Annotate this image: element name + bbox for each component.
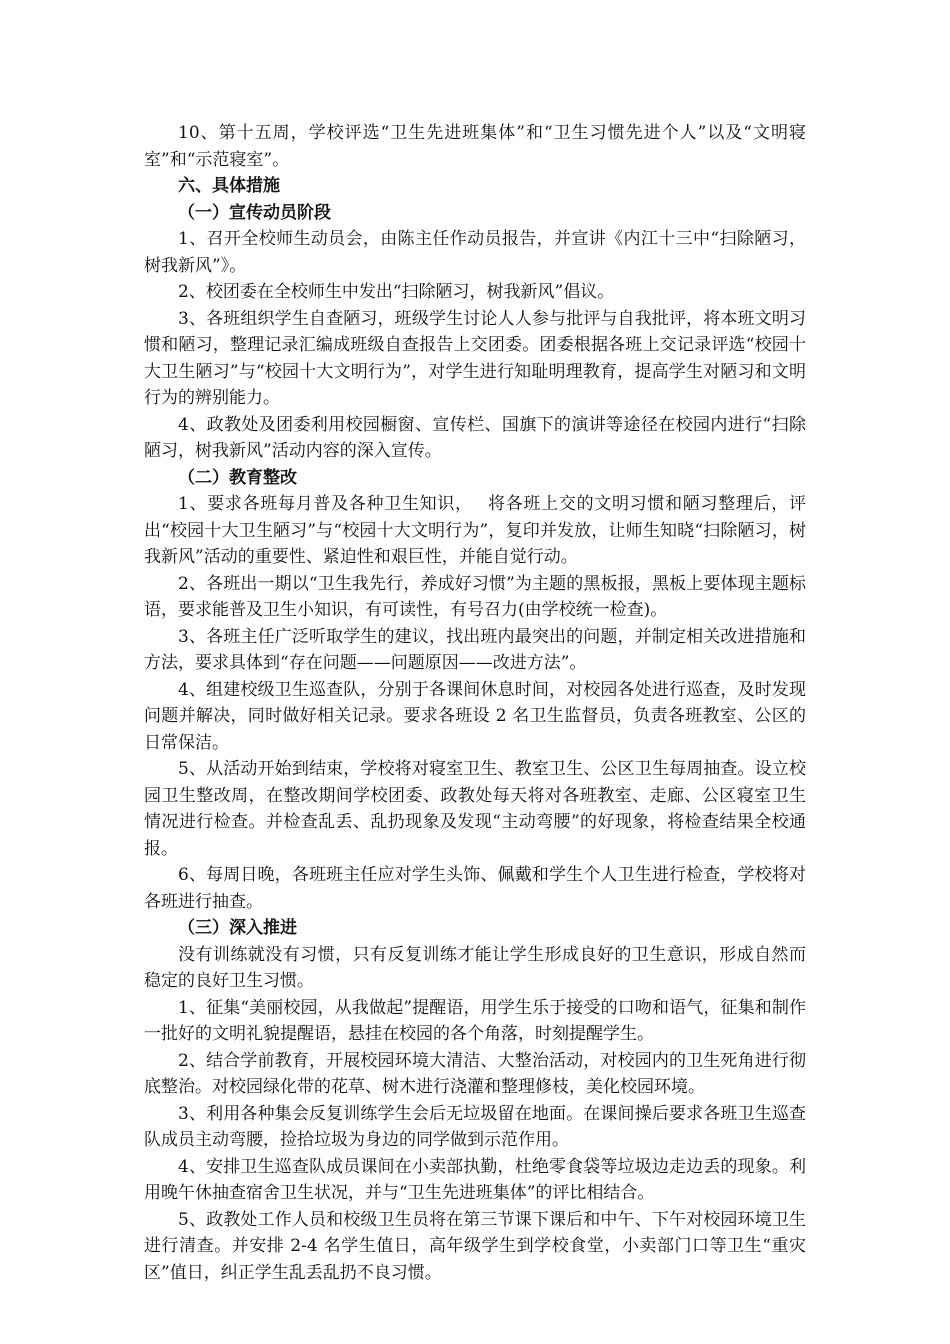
education-item-3: 3、各班主任广泛听取学生的建议，找出班内最突出的问题，并制定相关改进措施和方法，要求具体到“存在问题——问题原因——改进方法”。 (144, 626, 806, 673)
publicity-item-1: 1、召开全校师生动员会，由陈主任作动员报告，并宣讲《内江十三中“扫除陋习，树我新风”》。 (144, 229, 806, 276)
subheading-deepening: （三）深入推进 (178, 918, 297, 938)
subheading-publicity: （一）宣传动员阶段 (178, 202, 331, 223)
education-item-5: 5、从活动开始到结束，学校将对寝室卫生、教室卫生、公区卫生每周抽查。设立校园卫生整改周，在整改期间学校团委、政教处每天将对各班教室、走廊、公区寝室卫生情况进行检查。并检查乱丢、乱扔现象及发现“主动弯腰”的好现象，将检查结果全校通报。 (144, 759, 806, 859)
education-item-1: 1、要求各班每月普及各种卫生知识， 将各班上交的文明习惯和陋习整理后，评出“校园十大卫生陋习”与“校园十大文明行为”，复印并发放，让师生知晓“扫除陋习，树我新风”活动的重要性、紧迫性和艰巨性，并能自觉行动。 (144, 494, 806, 567)
education-item-2: 2、各班出一期以“卫生我先行，养成好习惯”为主题的黑板报，黑板上要体现主题标语，要求能普及卫生小知识，有可读性，有号召力(由学校统一检查)。 (144, 573, 806, 620)
publicity-item-4: 4、政教处及团委利用校园橱窗、宣传栏、国旗下的演讲等途径在校园内进行“扫除陋习，树我新风”活动内容的深入宣传。 (144, 414, 806, 461)
subheading-education: （二）教育整改 (178, 467, 297, 488)
publicity-item-2: 2、校团委在全校师生中发出“扫除陋习，树我新风”倡议。 (178, 282, 615, 302)
publicity-item-3: 3、各班组织学生自查陋习，班级学生讨论人人参与批评与自我批评，将本班文明习惯和陋习，整理记录汇编成班级自查报告上交团委。团委根据各班上交记录评选“校园十大卫生陋习”与“校园十大文明行为”，对学生进行知耻明理教育，提高学生对陋习和文明行为的辨别能力。 (144, 308, 806, 408)
item-10-awards: 10、第十五周，学校评选“卫生先进班集体”和“卫生习惯先进个人”以及“文明寝室”和“示范寝室”。 (144, 123, 806, 170)
deepening-item-5: 5、政教处工作人员和校级卫生员将在第三节课下课后和中午、下午对校园环境卫生进行清查。并安排 2-4 名学生值日，高年级学生到学校食堂，小卖部门口等卫生“重灾区”值日，纠正学生乱丢乱扔不良习惯。 (144, 1209, 806, 1283)
deepening-item-3: 3、利用各种集会反复训练学生会后无垃圾留在地面。在课间操后要求各班卫生巡查队成员主动弯腰，捡拾垃圾为身边的同学做到示范作用。 (144, 1103, 806, 1150)
section-heading-measures: 六、具体措施 (178, 176, 280, 196)
deepening-item-1: 1、征集“美丽校园，从我做起”提醒语，用学生乐于接受的口吻和语气，征集和制作一批好的文明礼貌提醒语，悬挂在校园的各个角落，时刻提醒学生。 (144, 997, 806, 1044)
education-item-4: 4、组建校级卫生巡查队，分别于各课间休息时间，对校园各处进行巡查，及时发现问题并解决，同时做好相关记录。要求各班设 2 名卫生监督员，负责各班教室、公区的日常保洁。 (144, 679, 806, 753)
document-body (144, 120, 806, 1286)
deepening-intro: 没有训练就没有习惯，只有反复训练才能让学生形成良好的卫生意识，形成自然而稳定的良好卫生习惯。 (144, 944, 806, 991)
deepening-item-4: 4、安排卫生巡查队成员课间在小卖部执勤，杜绝零食袋等垃圾边走边丢的现象。利用晚午休抽查宿舍卫生状况，并与“卫生先进班集体”的评比相结合。 (144, 1156, 806, 1203)
deepening-item-2: 2、结合学前教育，开展校园环境大清洁、大整治活动，对校园内的卫生死角进行彻底整治。对校园绿化带的花草、树木进行浇灌和整理修枝，美化校园环境。 (144, 1050, 806, 1097)
education-item-6: 6、每周日晚，各班班主任应对学生头饰、佩戴和学生个人卫生进行检查，学校将对各班进行抽查。 (144, 865, 806, 912)
